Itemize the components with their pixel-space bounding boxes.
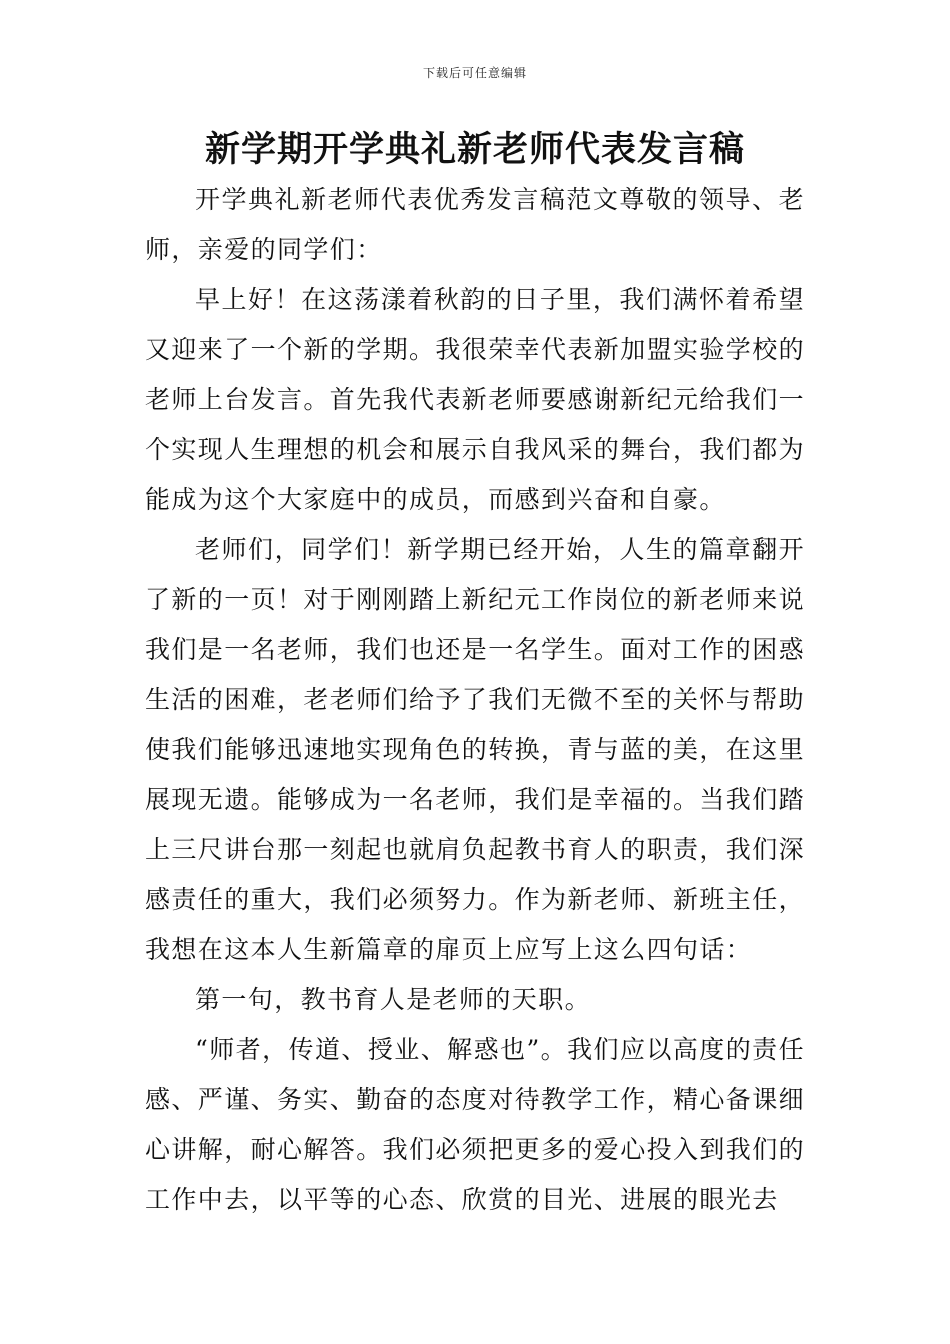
paragraph-new-semester: 老师们，同学们！新学期已经开始，人生的篇章翻开了新的一页！对于刚刚踏上新纪元工作岗位的新老师来说我们是一名老师，我们也还是一名学生。面对工作的困惑生活的困难，老老师们给予了我们无微不至的关怀与帮助使我们能够迅速地实现角色的转换，青与蓝的美，在这里展现无遗。能够成为一名老师，我们是幸福的。当我们踏上三尺讲台那一刻起也就肩负起教书育人的职责，我们深感责任的重大，我们必须努力。作为新老师、新班主任，我想在这本人生新篇章的扉页上应写上这么四句话：	[145, 535, 806, 964]
paragraph-first-sentence: 第一句，教书育人是老师的天职。	[195, 985, 592, 1014]
paragraph-teacher-duty: “师者，传道、授业、解惑也”。我们应以高度的责任感、严谨、务实、勤奋的态度对待教学工作，精心备课细心讲解，耐心解答。我们必须把更多的爱心投入到我们的工作中去，以平等的心态、欣赏的目光、进展的眼光去	[145, 1035, 806, 1214]
paragraph-salutation: 开学典礼新老师代表优秀发言稿范文尊敬的领导、老师，亲爱的同学们：	[145, 185, 805, 264]
paragraph-greeting: 早上好！在这荡漾着秋韵的日子里，我们满怀着希望又迎来了一个新的学期。我很荣幸代表新加盟实验学校的老师上台发言。首先我代表新老师要感谢新纪元给我们一个实现人生理想的机会和展示自我风采的舞台，我们都为能成为这个大家庭中的成员，而感到兴奋和自豪。	[145, 285, 806, 514]
document-title: 新学期开学典礼新老师代表发言稿	[204, 129, 745, 170]
header-note: 下载后可任意编辑	[422, 66, 527, 80]
document-body	[145, 175, 805, 1225]
